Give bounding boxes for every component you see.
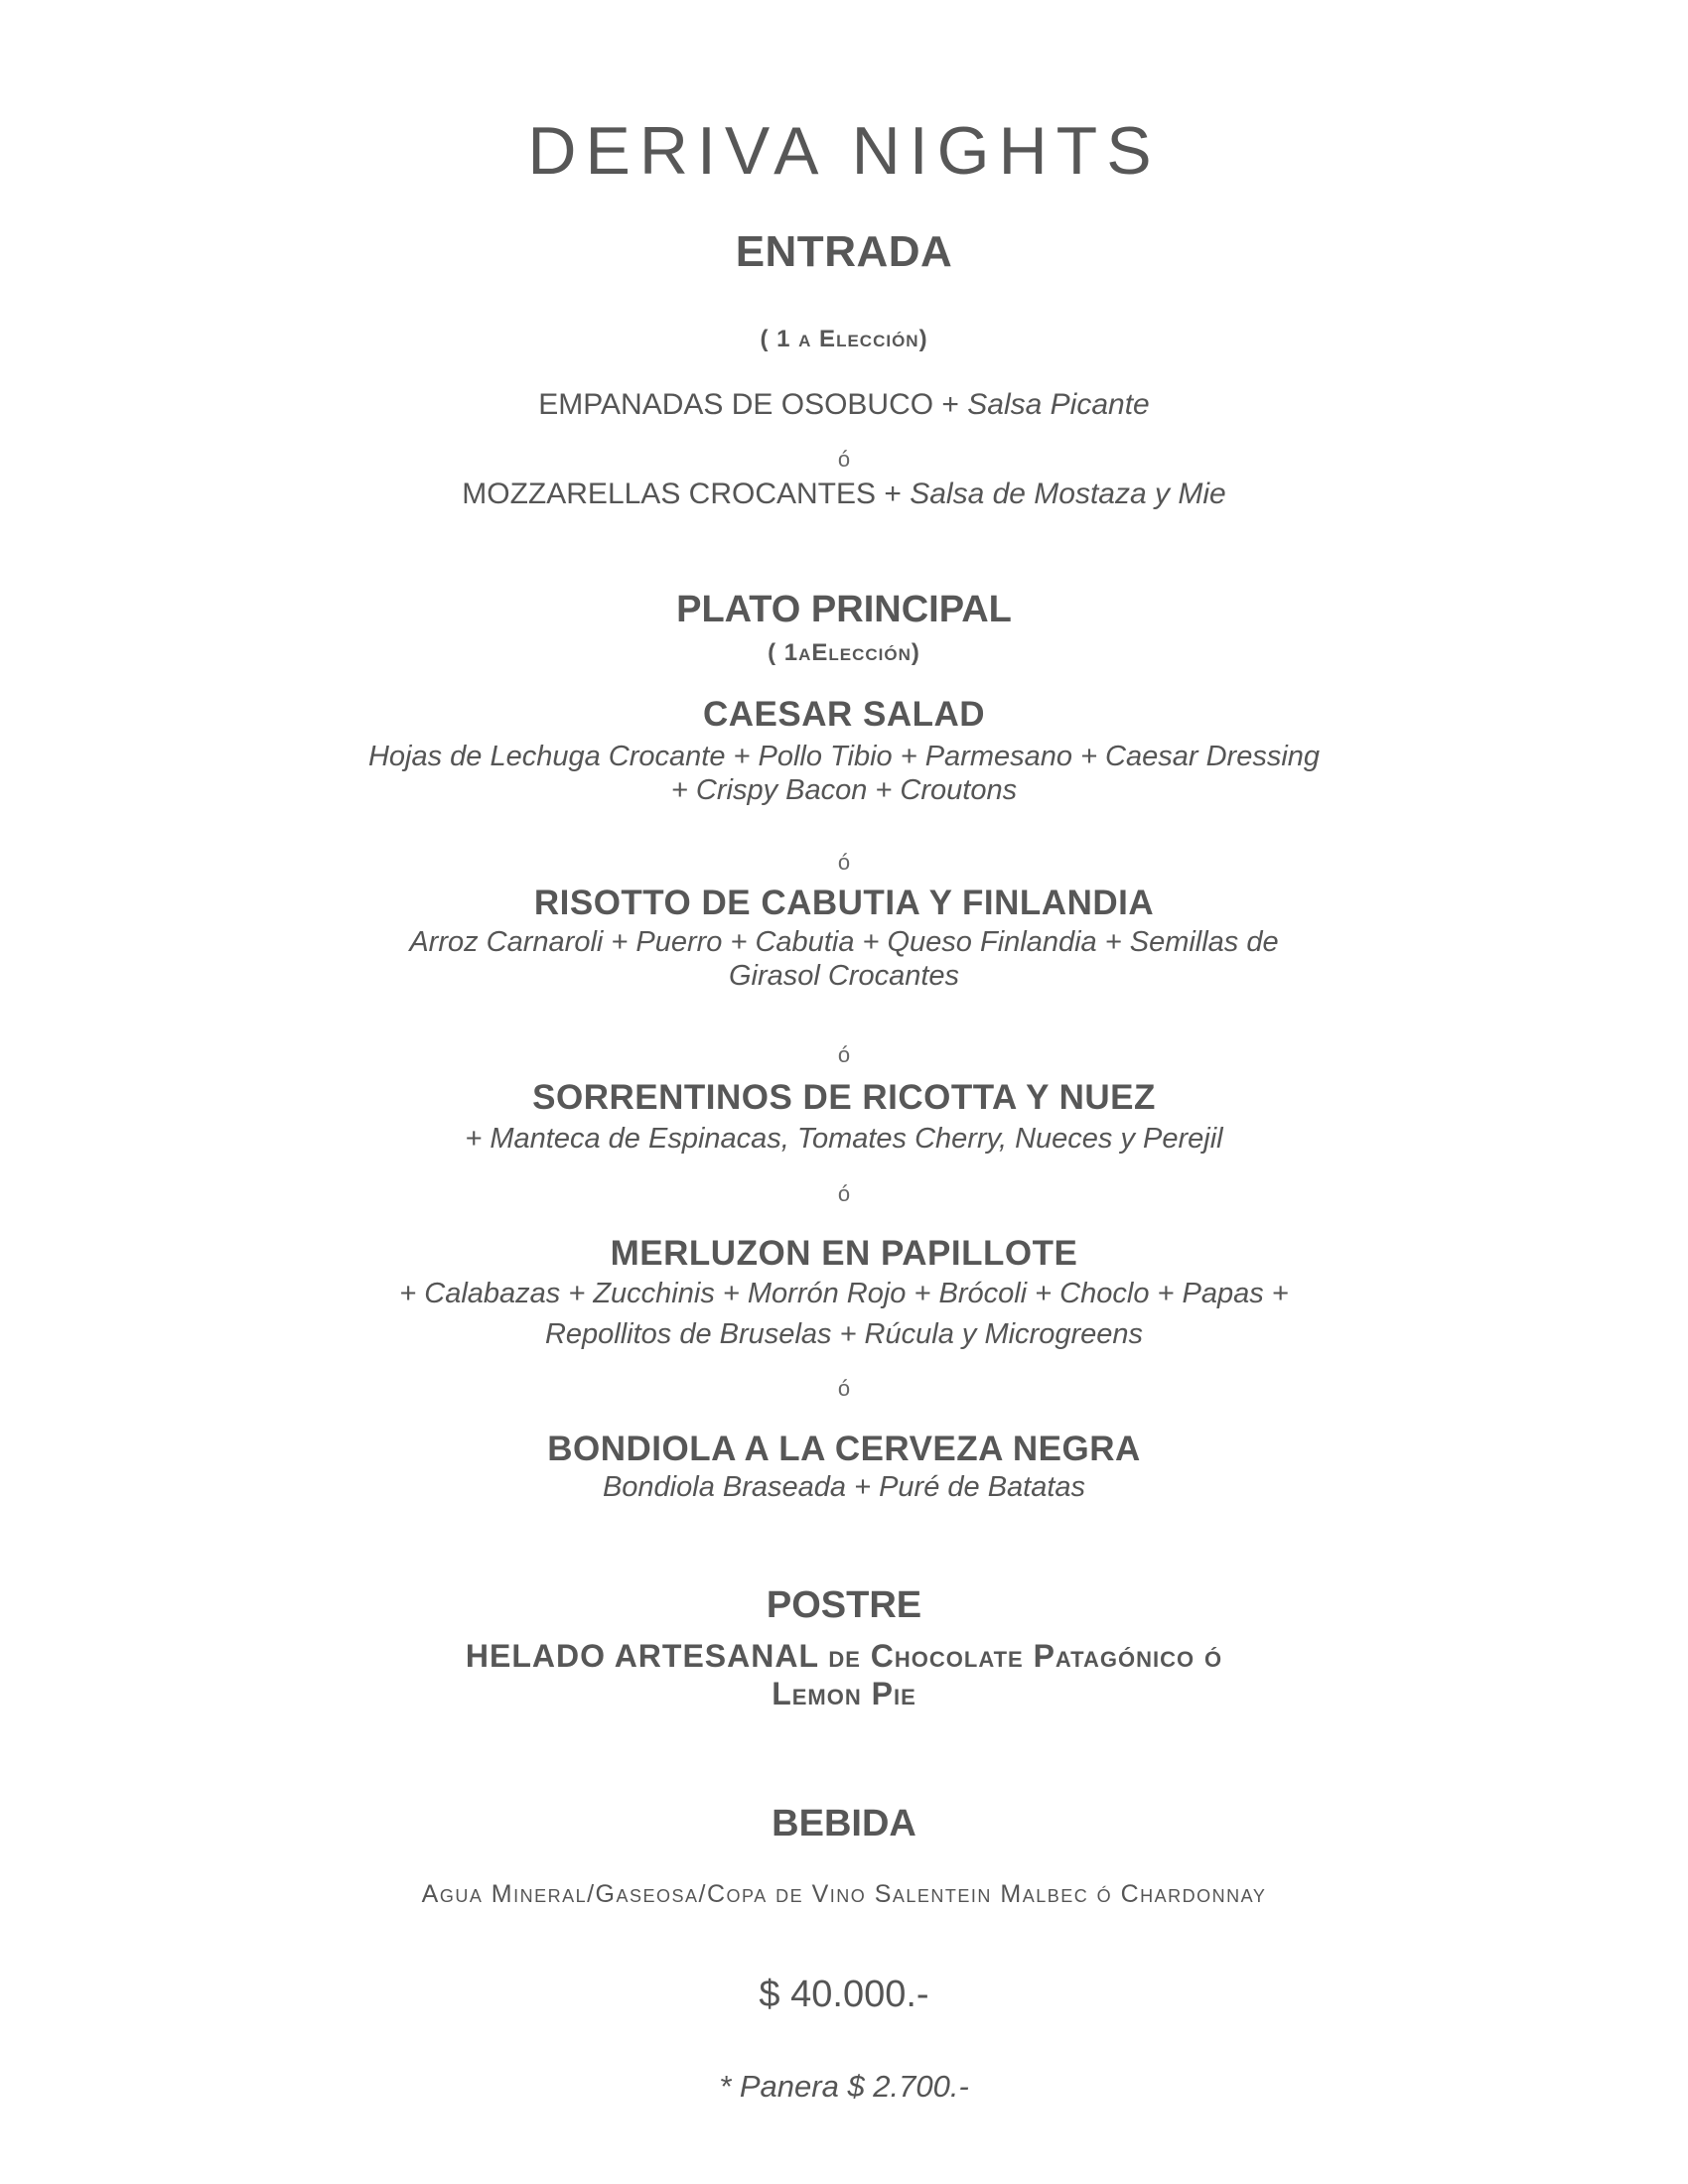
entrada-item-separator: + (876, 478, 911, 510)
dish-name: MERLUZON EN PAPILLOTE (610, 1234, 1078, 1273)
entrada-item-sauce: Salsa Picante (967, 388, 1150, 421)
menu-title: DERIVA NIGHTS (527, 113, 1161, 189)
dish-description: + Calabazas + Zucchinis + Morrón Rojo + Brócoli + Choclo + Papas + (399, 1278, 1289, 1309)
dish-description: Arroz Carnaroli + Puerro + Cabutia + Queso Finlandia + Semillas de (409, 926, 1279, 958)
dish-or-separator: ó (837, 1376, 851, 1401)
dessert-line: HELADO ARTESANAL de Chocolate Patagónico ó (465, 1638, 1223, 1674)
dish-name: CAESAR SALAD (702, 695, 986, 734)
entrada-item-separator: + (933, 388, 968, 421)
dish-name: BONDIOLA A LA CERVEZA NEGRA (547, 1430, 1141, 1468)
dish-name: RISOTTO DE CABUTIA Y FINLANDIA (533, 884, 1155, 922)
dish-description: Repollitos de Bruselas + Rúcula y Microgreens (544, 1318, 1144, 1350)
dish-or-separator: ó (837, 850, 851, 875)
menu-price: $ 40.000.- (759, 1974, 929, 2015)
dish-description: + Crispy Bacon + Croutons (670, 774, 1018, 806)
bread-price-note: * Panera $ 2.700.- (719, 2069, 969, 2104)
dish-or-separator: ó (837, 1181, 851, 1206)
dish-or-separator: ó (837, 1042, 851, 1067)
entrada-choice-note: ( 1 a Elección) (760, 326, 928, 352)
entrada-item-mozzarellas (0, 479, 1688, 509)
dessert-line: Lemon Pie (772, 1676, 916, 1711)
section-heading-entrada: ENTRADA (735, 227, 953, 276)
dish-description: Hojas de Lechuga Crocante + Pollo Tibio + Parmesano + Caesar Dressing (367, 741, 1321, 772)
entrada-item-name: MOZZARELLAS CROCANTES (462, 478, 877, 510)
entrada-item-empanadas (0, 390, 1688, 420)
dish-name: SORRENTINOS DE RICOTTA Y NUEZ (532, 1078, 1156, 1117)
dish-description: Bondiola Braseada + Puré de Batatas (602, 1471, 1086, 1503)
entrada-item-name: EMPANADAS DE OSOBUCO (538, 388, 934, 421)
drinks-line: Agua Mineral/Gaseosa/Copa de Vino Salentein Malbec ó Chardonnay (421, 1880, 1267, 1908)
entrada-item-sauce: Salsa de Mostaza y Mie (910, 478, 1226, 510)
entrada-or-separator: ó (837, 447, 851, 472)
section-heading-bebida: BEBIDA (772, 1803, 916, 1844)
section-heading-principal: PLATO PRINCIPAL (676, 589, 1012, 630)
dish-description: + Manteca de Espinacas, Tomates Cherry, Nueces y Perejil (465, 1123, 1223, 1155)
section-heading-postre: POSTRE (766, 1584, 922, 1626)
principal-choice-note: ( 1aElección) (768, 639, 920, 666)
dish-description: Girasol Crocantes (728, 960, 960, 992)
